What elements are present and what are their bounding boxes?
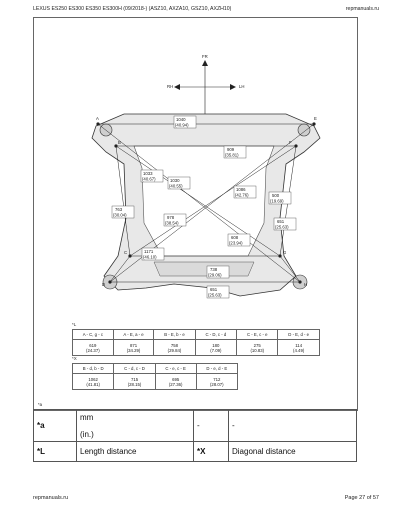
table1-header: C - D, c - d [195, 330, 237, 340]
svg-text:738: 738 [210, 267, 218, 272]
table1-header: A - E, a - e [113, 330, 154, 340]
point-label-b: B [118, 140, 121, 145]
point-label-f: F [289, 140, 292, 145]
svg-text:(38.54): (38.54) [165, 220, 179, 226]
front-label: FR [202, 54, 208, 59]
svg-text:(42.76): (42.76) [235, 192, 249, 198]
table1-label: *L [72, 322, 77, 327]
measurement-6 [269, 192, 291, 204]
site-name[interactable]: repmanuals.ru [345, 6, 379, 12]
length-table [72, 329, 320, 356]
table2-header: B - d, b - D [73, 364, 114, 374]
table1-header: C - E, c - e [237, 330, 278, 340]
table1-cell: 180 (7.09) [195, 340, 237, 356]
measurement-9 [274, 218, 296, 230]
table1-cell: 619 (24.37) [73, 340, 114, 356]
legend-description: - [229, 410, 357, 442]
svg-text:1171: 1171 [144, 249, 154, 254]
svg-text:651: 651 [210, 287, 218, 292]
svg-text:(23.94): (23.94) [229, 240, 243, 246]
svg-text:651: 651 [277, 219, 285, 224]
table2-label: *X [72, 356, 77, 361]
legend-symbol: *L [34, 442, 77, 462]
table1-cell: 114 (4.49) [278, 340, 320, 356]
table1-cell: 758 (29.84) [154, 340, 195, 356]
table2-cell: 712 (28.07) [196, 374, 237, 390]
table2-header: C - d, c - D [114, 364, 155, 374]
svg-text:(25.63): (25.63) [208, 292, 222, 298]
document-title: LEXUS ES250 ES300 ES350 ES300H (09/2018-) (ASZ10, AXZA10, GSZ10, AXZH10) [33, 6, 232, 12]
svg-text:909: 909 [227, 147, 235, 152]
point-label-g: G [283, 250, 287, 255]
measurement-4 [168, 177, 190, 189]
svg-text:1086: 1086 [236, 187, 246, 192]
legend-symbol: *a [34, 410, 77, 442]
svg-text:(46.10): (46.10) [143, 254, 157, 260]
measurement-8 [164, 214, 186, 226]
svg-text:(40.94): (40.94) [175, 122, 189, 128]
table1-header: B - E, b - e [154, 330, 195, 340]
table2-cell: 1062 (41.81) [73, 374, 114, 390]
subframe-outline [92, 114, 320, 296]
table1-cell: 871 (34.29) [113, 340, 154, 356]
legend-description: Diagonal distance [229, 442, 357, 462]
svg-text:(29.06): (29.06) [208, 272, 222, 278]
measurement-3 [141, 170, 163, 182]
table2-header: D - e, d - E [196, 364, 237, 374]
table1-header: D - E, d - e [278, 330, 320, 340]
page-number: Page 27 of 57 [344, 495, 379, 501]
table1-cell: 275 (10.83) [237, 340, 278, 356]
measurement-2 [224, 146, 246, 158]
lh-label: LH [239, 84, 245, 89]
table2-header: C - e, c - E [155, 364, 196, 374]
rh-label: RH [167, 84, 174, 89]
table2-cell: 715 (28.15) [114, 374, 155, 390]
legend-description: mm (in.) [77, 410, 194, 442]
table1-header: A - C, g - c [73, 330, 114, 340]
svg-text:(30.04): (30.04) [113, 212, 127, 218]
svg-text:1030: 1030 [170, 178, 180, 183]
point-label-a: A [96, 116, 99, 121]
svg-text:1033: 1033 [143, 171, 153, 176]
figure-panel [33, 17, 358, 411]
point-label-c: C [124, 250, 128, 255]
measurement-11 [142, 248, 164, 260]
legend-table [33, 409, 357, 462]
point-label-d: D [102, 282, 106, 287]
svg-text:978: 978 [167, 215, 175, 220]
point-label-e: E [314, 116, 317, 121]
table2-cell: 695 (27.36) [155, 374, 196, 390]
measurement-1 [174, 116, 196, 128]
corner-mark: *a [38, 402, 43, 407]
legend-symbol: - [194, 410, 229, 442]
svg-text:763: 763 [115, 207, 123, 212]
svg-text:1040: 1040 [176, 117, 186, 122]
legend-description: Length distance [77, 442, 194, 462]
measurement-10 [228, 234, 250, 246]
footer-site[interactable]: repmanuals.ru [33, 495, 69, 501]
svg-text:(35.81): (35.81) [225, 152, 239, 158]
svg-text:500: 500 [272, 193, 280, 198]
point-label-h: H [304, 282, 308, 287]
measurement-13 [207, 286, 229, 298]
legend-symbol: *X [194, 442, 229, 462]
svg-text:(25.63): (25.63) [275, 224, 289, 230]
measurement-7 [112, 206, 134, 218]
svg-text:(40.55): (40.55) [169, 183, 183, 189]
measurement-12 [207, 266, 229, 278]
svg-text:(19.69): (19.69) [270, 198, 284, 204]
svg-text:(40.67): (40.67) [142, 176, 156, 182]
diagonal-table [72, 363, 238, 390]
svg-text:608: 608 [231, 235, 239, 240]
measurement-5 [234, 186, 256, 198]
